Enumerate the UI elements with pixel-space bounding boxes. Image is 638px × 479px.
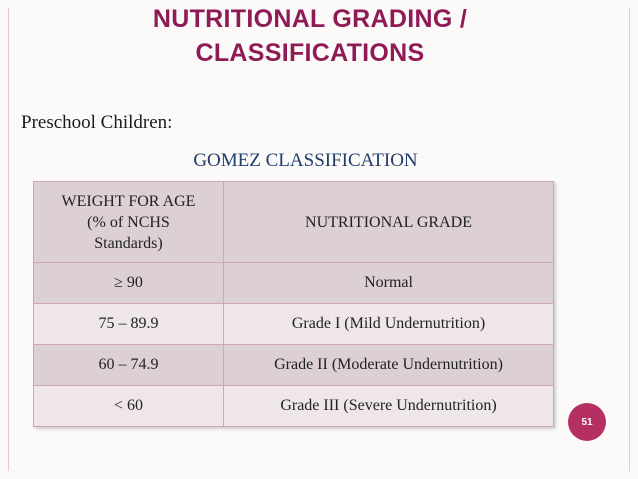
weight-cell: 75 – 89.9 bbox=[34, 304, 224, 345]
weight-cell: < 60 bbox=[34, 386, 224, 427]
slide-title bbox=[60, 2, 560, 70]
table-header-row bbox=[34, 182, 554, 263]
grade-cell: Grade III (Severe Undernutrition) bbox=[224, 386, 554, 427]
header-weight-line-1: WEIGHT FOR AGE bbox=[61, 192, 196, 210]
slide-title-line-2: CLASSIFICATIONS bbox=[195, 39, 425, 67]
section-subtitle: Preschool Children: bbox=[21, 112, 173, 133]
gomez-classification-table bbox=[33, 181, 554, 427]
table-row bbox=[34, 304, 554, 345]
slide-title-line-1: NUTRITIONAL GRADING / bbox=[152, 5, 468, 33]
table-row bbox=[34, 345, 554, 386]
table-row bbox=[34, 386, 554, 427]
weight-cell: ≥ 90 bbox=[34, 263, 224, 304]
header-weight-for-age bbox=[34, 182, 224, 263]
header-weight-line-3: Standards) bbox=[94, 234, 163, 252]
header-weight-line-2: (% of NCHS bbox=[87, 213, 170, 231]
grade-cell: Grade II (Moderate Undernutrition) bbox=[224, 345, 554, 386]
grade-cell: Normal bbox=[224, 263, 554, 304]
page-number-badge: 51 bbox=[568, 403, 606, 441]
weight-cell: 60 – 74.9 bbox=[34, 345, 224, 386]
table-caption: GOMEZ CLASSIFICATION bbox=[193, 150, 418, 171]
grade-cell: Grade I (Mild Undernutrition) bbox=[224, 304, 554, 345]
table-row bbox=[34, 263, 554, 304]
header-nutritional-grade: NUTRITIONAL GRADE bbox=[224, 182, 554, 263]
